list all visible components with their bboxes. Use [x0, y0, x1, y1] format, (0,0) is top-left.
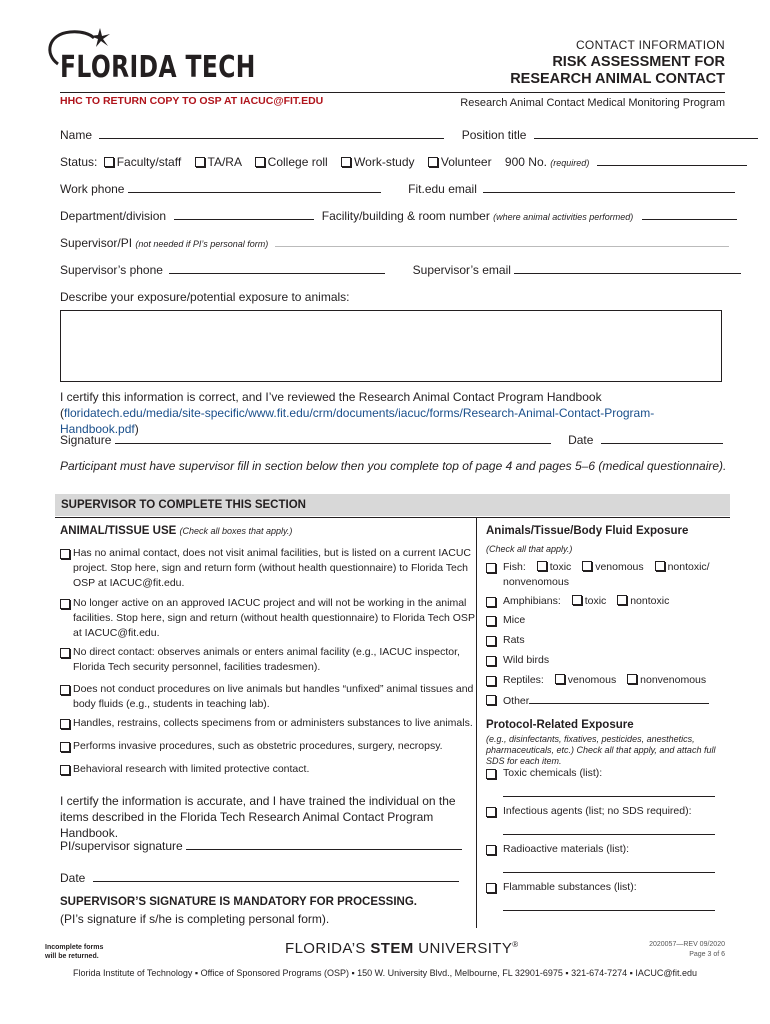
- checkbox[interactable]: [104, 157, 114, 167]
- pi-date-row: [60, 870, 459, 885]
- rats-option[interactable]: [486, 633, 743, 648]
- supervisor-email-label: Supervisor’s email: [412, 263, 511, 277]
- section-title: SUPERVISOR TO COMPLETE THIS SECTION: [61, 499, 306, 511]
- mandatory-subnote: (PI’s signature if s/he is completing personal form).: [60, 912, 330, 926]
- option-text: Radioactive materials (list):: [503, 843, 630, 855]
- flammable-field[interactable]: [503, 899, 715, 911]
- reptiles-venomous[interactable]: [555, 673, 616, 688]
- page-title: [510, 54, 725, 88]
- signature-row: [60, 432, 723, 447]
- tagline-part: FLORIDA’S: [285, 940, 371, 957]
- checkbox[interactable]: [428, 157, 438, 167]
- use-option-tissues[interactable]: [60, 682, 483, 712]
- status-label: Status:: [60, 155, 98, 169]
- supervisor-label: Supervisor/PI: [60, 236, 133, 250]
- stem-university-tagline: [285, 940, 519, 957]
- checkbox[interactable]: [195, 157, 205, 167]
- option-text: Flammable substances (list):: [503, 881, 637, 893]
- reptiles-option[interactable]: [486, 673, 743, 688]
- use-option-behavioral[interactable]: [60, 762, 483, 777]
- checkbox[interactable]: [486, 807, 496, 817]
- checkbox[interactable]: [655, 561, 665, 571]
- option-text-cont: nonvenomous: [503, 576, 569, 588]
- option-text: Infectious agents (list; no SDS required):: [503, 805, 692, 817]
- option-text: Reptiles:: [503, 674, 544, 686]
- name-field[interactable]: [99, 127, 444, 139]
- checkbox[interactable]: [60, 599, 70, 609]
- describe-label: Describe your exposure/potential exposure to animals:: [60, 290, 350, 304]
- animal-tissue-use-heading: [60, 525, 292, 537]
- option-text: toxic: [584, 595, 607, 607]
- checkbox[interactable]: [486, 656, 496, 666]
- supervisor-certify-text: I certify the information is accurate, and I have trained the individual on the items described in the Florida Tech Research Animal Contact Program Handbook.: [60, 794, 456, 840]
- amphibians-option[interactable]: [486, 594, 743, 609]
- flammable-option[interactable]: [486, 880, 743, 911]
- option-text: nontoxic/: [667, 561, 710, 573]
- use-option-no-contact[interactable]: [60, 546, 483, 591]
- status-row: [60, 154, 747, 169]
- amphibians-nontoxic[interactable]: [617, 594, 669, 609]
- certify-text: I certify this information is correct, and I’ve reviewed the Research Animal Contact Program Handbook (: [60, 390, 602, 420]
- exposure-heading: Animals/Tissue/Body Fluid Exposure: [486, 525, 689, 537]
- checkbox[interactable]: [486, 616, 496, 626]
- option-text: nontoxic: [630, 595, 670, 607]
- reptiles-nonvenomous[interactable]: [627, 673, 706, 688]
- page-number: Page 3 of 6: [689, 951, 725, 958]
- position-label: Position title: [461, 128, 527, 142]
- checkbox[interactable]: [486, 769, 496, 779]
- signature-label: Signature: [60, 433, 112, 447]
- checkbox[interactable]: [60, 765, 70, 775]
- option-text: toxic: [549, 561, 572, 573]
- option-text: Has no animal contact, does not visit animal facilities, but is listed on a current IACUC project. Stop here, sign and return form (without health questionnaire) to Florida Tech OSP at IACUC@fit.edu.: [73, 547, 472, 589]
- option-text: Wild birds: [503, 654, 550, 666]
- option-text: Performs invasive procedures, such as obstetric procedures, surgery, necropsy.: [73, 740, 443, 752]
- handbook-link[interactable]: floridatech.edu/media/site-specific/www.fit.edu/crm/documents/iacuc/forms/Research-Animal-Contact-Program-Handbook.pdf: [60, 406, 655, 436]
- revision-code: 2020057—REV 09/2020: [649, 941, 725, 948]
- use-option-handles[interactable]: [60, 716, 483, 731]
- status-ta-ra[interactable]: [195, 155, 242, 169]
- option-text: Toxic chemicals (list):: [503, 767, 603, 779]
- infectious-field[interactable]: [503, 823, 715, 835]
- option-text: Other: [503, 695, 530, 707]
- toxic-field[interactable]: [503, 785, 715, 797]
- mice-option[interactable]: [486, 613, 743, 628]
- checkbox[interactable]: [60, 648, 70, 658]
- option-label: TA/RA: [207, 155, 242, 169]
- checkbox[interactable]: [341, 157, 351, 167]
- checkbox[interactable]: [486, 695, 496, 705]
- checkbox[interactable]: [60, 685, 70, 695]
- checkbox[interactable]: [60, 719, 70, 729]
- header-rule: [60, 92, 725, 93]
- checkbox[interactable]: [486, 563, 496, 573]
- other-option[interactable]: [486, 692, 743, 709]
- option-text: Amphibians:: [503, 595, 561, 607]
- tagline-part: UNIVERSITY: [413, 940, 513, 957]
- status-college-roll[interactable]: [255, 155, 328, 169]
- use-option-invasive[interactable]: [60, 739, 483, 754]
- option-text: nonvenomous: [640, 674, 707, 686]
- phone-row: [60, 181, 735, 196]
- pi-signature-row: [60, 838, 462, 853]
- wild-birds-option[interactable]: [486, 653, 743, 668]
- signature-field[interactable]: [115, 432, 551, 444]
- status-volunteer[interactable]: [428, 155, 492, 169]
- date-label: Date: [568, 433, 594, 447]
- other-field[interactable]: [529, 692, 709, 704]
- logo-wordmark: FLORIDA TECH: [60, 50, 256, 85]
- checkbox[interactable]: [555, 674, 565, 684]
- certify-paragraph: [60, 389, 720, 437]
- checkbox[interactable]: [60, 742, 70, 752]
- amphibians-toxic[interactable]: [572, 594, 607, 609]
- work-phone-field[interactable]: [128, 181, 381, 193]
- use-option-inactive[interactable]: [60, 596, 483, 641]
- pi-signature-label: PI/supervisor signature: [60, 839, 183, 853]
- checkbox[interactable]: [486, 883, 496, 893]
- program-name: Research Animal Contact Medical Monitoring Program: [460, 97, 725, 109]
- id-field[interactable]: [597, 154, 747, 166]
- tagline-stem: STEM: [370, 940, 414, 957]
- infectious-agents-option[interactable]: [486, 804, 743, 835]
- instruction-note: Participant must have supervisor fill in section below then you complete top of page 4 and pages 5–6 (medical questionnaire).: [60, 459, 727, 473]
- fish-venomous[interactable]: [582, 560, 643, 575]
- checkbox[interactable]: [572, 595, 582, 605]
- option-text: Rats: [503, 634, 525, 646]
- exposure-description-box[interactable]: [60, 310, 722, 382]
- option-text: venomous: [567, 674, 617, 686]
- title-line-1: RISK ASSESSMENT FOR: [552, 54, 725, 70]
- option-text: Mice: [503, 614, 526, 626]
- revision-info: [649, 940, 725, 960]
- department-field[interactable]: [174, 208, 314, 220]
- checkbox[interactable]: [486, 597, 496, 607]
- checkbox[interactable]: [486, 636, 496, 646]
- facility-field[interactable]: [642, 208, 737, 220]
- registered-mark: ®: [512, 940, 519, 949]
- title-line-2: RESEARCH ANIMAL CONTACT: [510, 71, 725, 87]
- supervisor-contact-row: [60, 262, 741, 277]
- supervisor-section-bar: [55, 494, 730, 516]
- facility-note: (where animal activities performed): [493, 212, 634, 222]
- heading-text: ANIMAL/TISSUE USE: [60, 525, 177, 537]
- id-note: (required): [550, 158, 590, 168]
- option-text: Handles, restrains, collects specimens from or administers substances to live animals.: [73, 717, 473, 729]
- use-option-observer[interactable]: [60, 645, 483, 675]
- department-label: Department/division: [60, 209, 167, 223]
- status-work-study[interactable]: [341, 155, 414, 169]
- protocol-heading: Protocol-Related Exposure: [486, 719, 634, 731]
- supervisor-email-field[interactable]: [514, 262, 741, 274]
- department-row: [60, 208, 737, 223]
- pi-signature-field[interactable]: [186, 838, 462, 850]
- supervisor-note: (not needed if PI’s personal form): [135, 239, 269, 249]
- toxic-chemicals-option[interactable]: [486, 766, 743, 797]
- option-text: venomous: [595, 561, 644, 573]
- checkbox[interactable]: [60, 549, 70, 559]
- radioactive-field[interactable]: [503, 861, 715, 873]
- fish-nontoxic[interactable]: [655, 560, 710, 575]
- status-faculty[interactable]: [104, 155, 181, 169]
- footer-address: Florida Institute of Technology ▪ Office of Sponsored Programs (OSP) ▪ 150 W. University Blvd., Melbourne, FL 32901-6975 ▪ 321-674-7274 ▪ IACUC@fit.edu: [72, 968, 698, 978]
- fish-option[interactable]: [486, 560, 743, 590]
- option-text: No direct contact: observes animals or enters animal facility (e.g., IACUC inspector, Florida Tech security personnel, facilities tradesmen).: [73, 646, 460, 673]
- pi-date-label: Date: [60, 871, 86, 885]
- checkbox[interactable]: [582, 561, 592, 571]
- checkbox[interactable]: [486, 676, 496, 686]
- supervisor-row: [60, 235, 729, 250]
- name-row: [60, 127, 758, 142]
- certify-close: ): [134, 422, 139, 436]
- section-rule: [55, 517, 730, 518]
- exposure-note: (Check all that apply.): [486, 544, 573, 554]
- option-label: Faculty/staff: [116, 155, 182, 169]
- option-label: College roll: [267, 155, 328, 169]
- return-note: HHC TO RETURN COPY TO OSP AT IACUC@FIT.EDU: [60, 95, 324, 107]
- email-label: Fit.edu email: [408, 182, 477, 196]
- heading-note: (Check all boxes that apply.): [179, 526, 293, 536]
- name-label: Name: [60, 128, 93, 142]
- checkbox[interactable]: [537, 561, 547, 571]
- incomplete-note: Incomplete forms will be returned.: [45, 944, 104, 960]
- protocol-note: (e.g., disinfectants, fixatives, pesticides, anesthetics, pharmaceuticals, etc.) Check all that apply, and attach full SDS for each item.: [486, 734, 716, 766]
- checkbox[interactable]: [617, 595, 627, 605]
- mandatory-note: SUPERVISOR’S SIGNATURE IS MANDATORY FOR PROCESSING.: [60, 896, 417, 908]
- checkbox[interactable]: [255, 157, 265, 167]
- date-field[interactable]: [601, 432, 723, 444]
- position-field[interactable]: [534, 127, 758, 139]
- option-label: Work-study: [354, 155, 415, 169]
- option-text: Behavioral research with limited protective contact.: [73, 763, 310, 775]
- option-label: Volunteer: [440, 155, 492, 169]
- supervisor-phone-label: Supervisor’s phone: [60, 263, 163, 277]
- id-label: 900 No.: [504, 155, 547, 169]
- contact-information-label: CONTACT INFORMATION: [575, 38, 725, 52]
- email-field[interactable]: [483, 181, 735, 193]
- fish-toxic[interactable]: [537, 560, 572, 575]
- supervisor-phone-field[interactable]: [169, 262, 385, 274]
- radioactive-option[interactable]: [486, 842, 743, 873]
- work-phone-label: Work phone: [60, 182, 125, 196]
- checkbox[interactable]: [486, 845, 496, 855]
- supervisor-field[interactable]: [275, 235, 729, 247]
- option-text: Fish:: [503, 561, 526, 573]
- facility-label: Facility/building & room number: [321, 209, 490, 223]
- checkbox[interactable]: [627, 674, 637, 684]
- option-text: Does not conduct procedures on live animals but handles “unfixed” animal tissues and body fluids (e.g., students in teaching lab).: [73, 683, 474, 710]
- option-text: No longer active on an approved IACUC project and will not be working in the animal facilities. Stop here, sign and return (without health questionnaire) to Florida Tech OSP at IACUC@fit.edu.: [73, 597, 475, 639]
- pi-date-field[interactable]: [93, 870, 459, 882]
